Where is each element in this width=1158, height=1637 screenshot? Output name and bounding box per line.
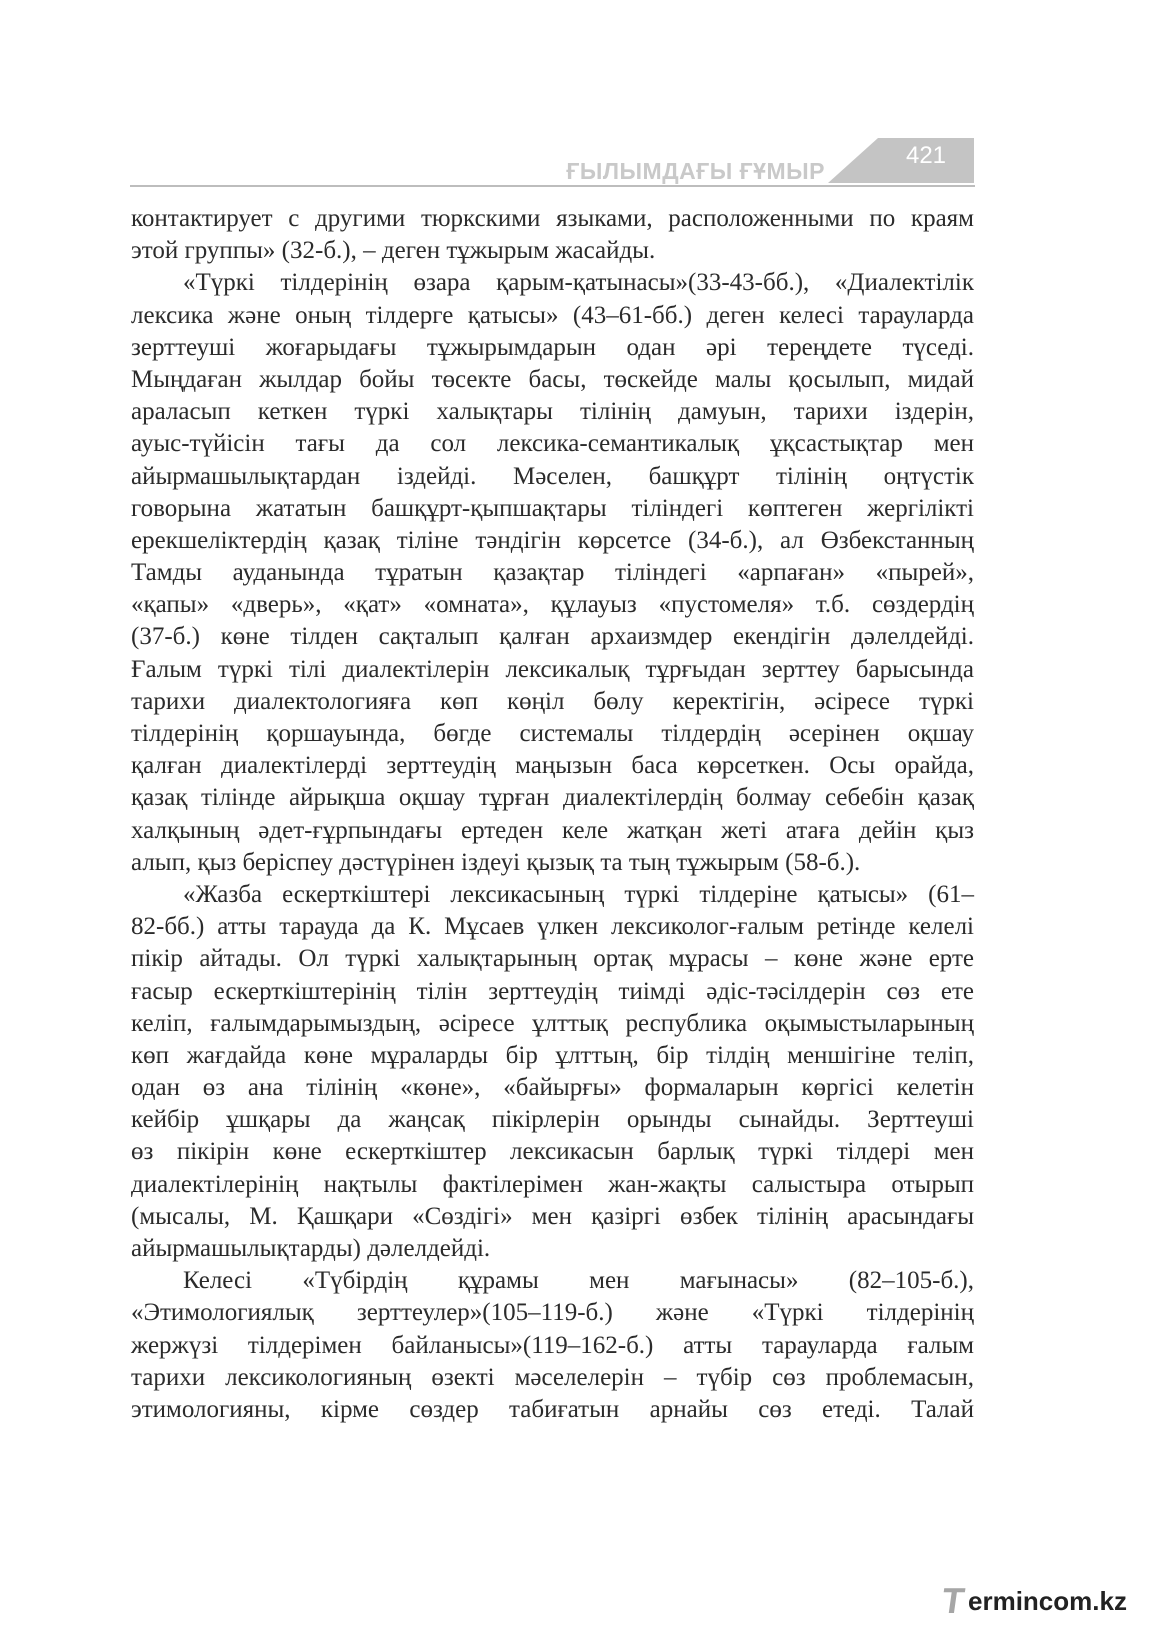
watermark-logo-letter: T (939, 1580, 967, 1621)
text-line: Келесі «Түбірдің құрамы мен мағынасы» (82–105-б.), (183, 1267, 974, 1295)
text-line: «Этимологиялық зерттеулер»(105–119-б.) және «Түркі тілдерінің (131, 1299, 974, 1327)
header-rule (130, 185, 975, 187)
text-line: «Жазба ескерткіштері лексикасының түркі тілдеріне қатысы» (61– (183, 880, 974, 908)
text-line: ауыс-түйісін тағы да сол лексика-семантикалық ұқсастықтар мен (131, 430, 974, 458)
text-line: көп жағдайда көне мұраларды бір ұлттың, бір тілдің меншігіне теліп, (131, 1041, 974, 1069)
text-line: қалған диалектілерді зерттеудің маңызын баса көрсеткен. Осы орайда, (131, 752, 974, 780)
text-line: алып, қыз беріспеу дәстүрінен іздеуі қызық та тың тұжырым (58-б.). (131, 848, 861, 876)
text-line: айырмашылықтардан іздейді. Мәселен, башқұрт тілінің оңтүстік (131, 462, 974, 490)
text-line: тарихи диалектологияға көп көңіл бөлу керектігін, әсіресе түркі (131, 687, 974, 715)
text-line: лексика және оның тілдерге қатысы» (43–61-бб.) деген келесі тарауларда (131, 301, 974, 329)
running-header (130, 138, 975, 188)
text-line: (мысалы, М. Қашқари «Сөздігі» мен қазіргі өзбек тілінің арасындағы (131, 1202, 974, 1230)
text-line: зерттеуші жоғарыдағы тұжырымдарын одан әрі тереңдете түседі. (131, 333, 974, 361)
watermark-logo-text: ermincom.kz (968, 1586, 1127, 1616)
text-line: одан өз ана тілінің «көне», «байырғы» формаларын көргісі келетін (131, 1074, 974, 1102)
text-line: контактирует с другими тюркскими языками, расположенными по краям (131, 205, 974, 232)
text-line: өз пікірін көне ескерткіштер лексикасын барлық түркі тілдері мен (131, 1138, 974, 1166)
text-line: айырмашылықтарды) дәлелдейді. (131, 1235, 491, 1262)
watermark-logo (939, 1580, 1142, 1621)
text-line: 82-бб.) атты тарауда да К. Мұсаев үлкен лексиколог-ғалым ретінде келелі (131, 913, 974, 941)
text-line: диалектілерінің нақтылы фактілерімен жан-жақты салыстыра отырып (131, 1170, 974, 1198)
text-line: (37-б.) көне тілден сақталып қалған архаизмдер екендігін дәлелдейді. (131, 623, 974, 651)
text-line: этимологияны, кірме сөздер табиғатын арнайы сөз етеді. Талай (131, 1395, 974, 1423)
text-line: ерекшеліктердің қазақ тіліне тәндігін көрсетсе (34-б.), ал Өзбекстанның (131, 526, 974, 554)
body-text (131, 203, 974, 1426)
text-line: Тамды ауданында тұратын қазақтар тіліндегі «арпаған» «пырей», (131, 559, 974, 587)
header-tab-wedge (828, 138, 878, 183)
text-line: қазақ тілінде айрықша оқшау тұрған диалектілердің болмау себебін қазақ (131, 784, 974, 812)
text-line: халқының әдет-ғұрпындағы ертеден келе жатқан жеті атаға дейін қыз (131, 816, 974, 844)
text-line: «қапы» «дверь», «қат» «омната», құлауыз «пустомеля» т.б. сөздердің (131, 591, 974, 619)
text-line: тарихи лексикологияның өзекті мәселелерін – түбір сөз проблемасын, (131, 1363, 974, 1391)
text-line: келіп, ғалымдарымыздың, әсіресе ұлттық республика оқымыстыларының (131, 1009, 974, 1037)
running-header-title: ҒЫЛЫМДАҒЫ ҒҰМЫР (566, 158, 825, 184)
text-line: пікір айтады. Ол түркі халықтарының ортақ мұрасы – көне және ерте (131, 945, 974, 973)
text-line: кейбір ұшқары да жаңсақ пікірлерін орынды сынайды. Зерттеуші (131, 1106, 974, 1134)
text-line: Мыңдаған жылдар бойы төсекте басы, төскейде малы қосылып, мидай (131, 365, 974, 393)
page-number: 421 (905, 142, 947, 169)
text-line: «Түркі тілдерінің өзара қарым-қатынасы»(33-43-бб.), «Диалектілік (183, 269, 974, 297)
text-line: этой группы» (32-б.), – деген тұжырым жасайды. (131, 237, 656, 265)
text-line: говорына жататын башқұрт-қыпшақтары тіліндегі көптеген жергілікті (131, 494, 974, 522)
text-line: тілдерінің қоршауында, бөгде системалы тілдердің әсерінен оқшау (131, 720, 974, 747)
text-line: Ғалым түркі тілі диалектілерін лексикалық тұрғыдан зерттеу барысында (131, 655, 974, 683)
text-line: жержүзі тілдерімен байланысы»(119–162-б.) атты тарауларда ғалым (131, 1331, 974, 1359)
text-line: араласып кеткен түркі халықтары тілінің дамуын, тарихи іздерін, (131, 398, 974, 426)
text-line: ғасыр ескерткіштерінің тілін зерттеудің тиімді әдіс-тәсілдерін сөз ете (131, 977, 974, 1005)
